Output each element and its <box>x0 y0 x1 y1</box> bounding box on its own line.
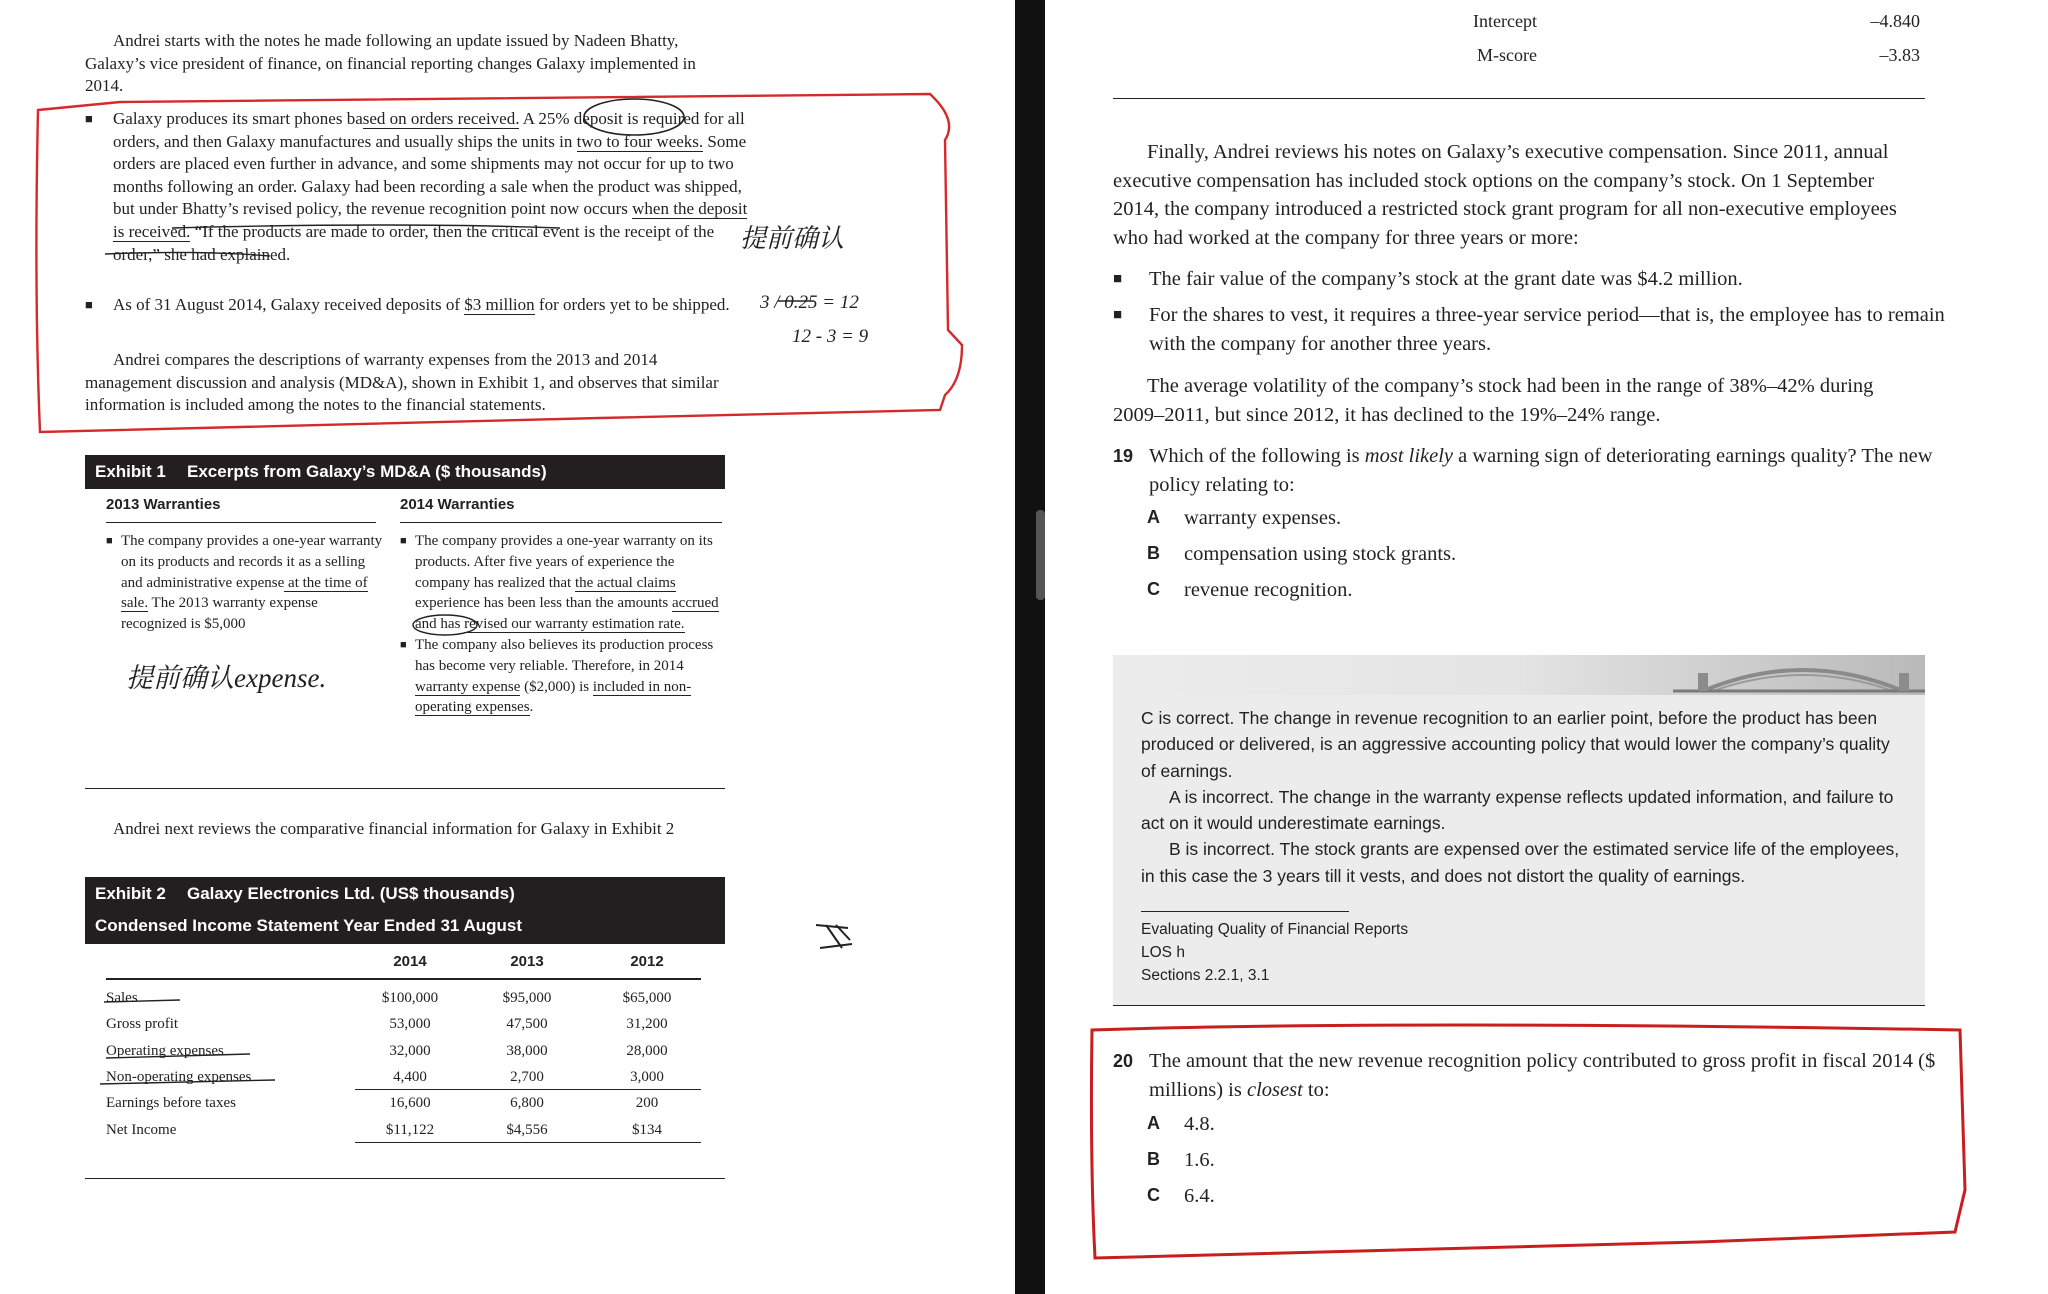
exhibit2-title: Galaxy Electronics Ltd. (US$ thousands) <box>187 884 515 903</box>
table-cell: $134 <box>632 1122 662 1138</box>
table-row-label: Earnings before taxes <box>106 1095 236 1111</box>
q20-option-b[interactable]: B 1.6. <box>1147 1149 1215 1171</box>
exhibit1-bottom-rule <box>85 788 725 789</box>
question-number: 19 <box>1113 446 1134 466</box>
exhibit1-label: Exhibit 1 <box>95 462 166 481</box>
exhibit2-label: Exhibit 2 <box>95 884 166 903</box>
exhibit1-title: Excerpts from Galaxy’s MD&A ($ thousands) <box>187 462 547 481</box>
handwritten-note-expense: 提前确认expense. <box>126 663 327 693</box>
exhibit2-subtotal-rule <box>355 1089 701 1090</box>
exhibit2-year-header: 2013 <box>510 953 544 970</box>
answer-header-band <box>1113 655 1925 695</box>
question-19: 19 Which of the following is most likely a warning sign of deteriorating earnings quality? The new policy relating to: <box>1113 442 1961 499</box>
handwritten-calc-subtraction: 12 - 3 = 9 <box>792 326 869 347</box>
exhibit2-header-rule <box>106 978 701 980</box>
table-row-label: Sales <box>106 990 138 1006</box>
bullet-revenue-recognition: ■ Galaxy produces its smart phones based on orders received. A 25% deposit is required for all orders, and then Galaxy manufactures and usually ships the units in two to four weeks. Some orders are placed even further in advance, and some shipments may not occur for up to two months following an order. Galaxy had been recording a sale when the product was shipped, but under Bhatty’s revised policy, the revenue recognition point now occurs when the deposit is received. “If the products are made to order, then the critical event is the receipt of the order,” she had explained. <box>85 108 753 266</box>
table-cell: 2,700 <box>510 1069 544 1085</box>
q19-option-c[interactable]: C revenue recognition. <box>1147 579 1353 601</box>
exhibit1-col-2014: 2014 Warranties <box>400 496 515 513</box>
table-cell: $95,000 <box>502 990 552 1006</box>
answer-explanation <box>1141 705 1901 889</box>
exhibit2-bottom-rule <box>85 1178 725 1179</box>
table-cell: 53,000 <box>389 1016 431 1032</box>
table-cell: 47,500 <box>506 1016 548 1032</box>
table-row-label: Gross profit <box>106 1016 179 1032</box>
exhibit2-year-header: 2014 <box>393 953 427 970</box>
exhibit1-2014-text: ■ The company provides a one-year warranty on its products. After five years of experience the company has realized that the actual claims experience has been less than the amounts accrued and has revised our warranty estimation rate. ■ The company also believes its production process has become very reliable. Therefore, in 2014 warranty expense ($2,000) is included in non-operating expenses. <box>400 531 722 718</box>
table-cell: 28,000 <box>626 1043 668 1059</box>
table-cell: 3,000 <box>630 1069 664 1085</box>
answer-reference: Evaluating Quality of Financial Reports LOS h Sections 2.2.1, 3.1 <box>1141 921 1409 984</box>
mdna-paragraph: Andrei compares the descriptions of warranty expenses from the 2013 and 2014 management discussion and analysis (MD&A), shown in Exhibit 1, and observes that similar information is included among the notes to the financial statements. <box>85 350 719 414</box>
intro-paragraph: Andrei starts with the notes he made following an update issued by Nadeen Bhatty, Galaxy’s vice president of finance, on financial reporting changes Galaxy implemented in 2014. <box>85 31 696 95</box>
answer-reference-rule <box>1141 911 1349 912</box>
mscore-label: M-score <box>1477 45 1537 65</box>
table-cell: 4,400 <box>393 1069 427 1085</box>
table-row-label: Non-operating expenses <box>106 1069 252 1085</box>
intercept-label: Intercept <box>1473 11 1537 31</box>
bullet-deposits: ■ As of 31 August 2014, Galaxy received deposits of $3 million for orders yet to be shipped. <box>85 294 753 317</box>
exhibit1-2013-text: ■ The company provides a one-year warranty on its products and records it as a selling and administrative expense at the time of sale. The 2013 warranty expense recognized is $5,000 <box>106 531 386 635</box>
compensation-paragraph: Finally, Andrei reviews his notes on Galaxy’s executive compensation. Since 2011, annual executive compensation has included stock options on the company’s stock. On 1 September 2014, the company introduced a restricted stock grant program for all non-executive employees who had worked at the company for three years or more: <box>1113 141 1897 250</box>
answer-box <box>1113 655 1925 1005</box>
answer-bottom-rule <box>1113 1005 1925 1006</box>
split-view-handle[interactable] <box>1036 510 1045 600</box>
q19-option-b[interactable]: B compensation using stock grants. <box>1147 543 1457 565</box>
table-cell: $100,000 <box>381 990 439 1006</box>
question-20: 20 The amount that the new revenue recognition policy contributed to gross profit in fiscal 2014 ($ millions) is closest to: <box>1113 1047 1961 1104</box>
answer-a-incorrect: A is incorrect. The change in the warranty expense reflects updated information, and failure to act on it would underestimate earnings. <box>1141 786 1894 834</box>
table-cell: 32,000 <box>389 1043 431 1059</box>
exhibit2-title-bar <box>85 877 725 944</box>
handwritten-note-early-recognition: 提前确认 <box>740 224 845 253</box>
page-divider <box>1015 0 1045 1294</box>
exhibit1-rule-2014 <box>400 522 722 523</box>
left-page <box>0 0 1015 1294</box>
exhibit2-total-rule <box>355 1142 701 1143</box>
question-number: 20 <box>1113 1051 1134 1071</box>
table-cell: 6,800 <box>510 1095 544 1111</box>
q19-option-a[interactable]: A warranty expenses. <box>1147 507 1342 529</box>
answer-correct: C is correct. The change in revenue recognition to an earlier point, before the product has been produced or delivered, is an aggressive accounting policy that would lower the company’s quality of earnings. <box>1141 708 1890 781</box>
intercept-value: –4.840 <box>1870 11 1920 31</box>
table-row-label: Operating expenses <box>106 1043 224 1059</box>
bullet-fair-value: ■ The fair value of the company’s stock at the grant date was $4.2 million. <box>1113 265 1961 294</box>
exhibit2-year-header: 2012 <box>630 953 664 970</box>
exhibit1-rule-2013 <box>106 522 376 523</box>
handwritten-calc-division: 3 / 0.25 = 12 <box>760 292 859 313</box>
q20-option-a[interactable]: A 4.8. <box>1147 1113 1215 1135</box>
regression-bottom-rule <box>1113 98 1925 99</box>
exhibit2-subtitle: Condensed Income Statement Year Ended 31 August <box>95 916 522 935</box>
table-cell: 31,200 <box>626 1016 668 1032</box>
volatility-paragraph: The average volatility of the company’s stock had been in the range of 38%–42% during 2009–2011, but since 2012, it has declined to the 19%–24% range. <box>1113 375 1874 426</box>
bullet-vesting: ■ For the shares to vest, it requires a three-year service period—that is, the employee has to remain with the company for another three years. <box>1113 301 1961 358</box>
table-cell: $65,000 <box>622 990 672 1006</box>
table-row-label: Net Income <box>106 1122 177 1138</box>
bridge-image <box>1113 655 1925 695</box>
table-cell: $4,556 <box>506 1122 548 1138</box>
comparative-paragraph: Andrei next reviews the comparative financial information for Galaxy in Exhibit 2 <box>113 819 675 838</box>
answer-b-incorrect: B is incorrect. The stock grants are expensed over the estimated service life of the employees, in this case the 3 years till it vests, and does not distort the quality of earnings. <box>1141 839 1900 886</box>
table-cell: 38,000 <box>506 1043 548 1059</box>
table-cell: 16,600 <box>389 1095 431 1111</box>
exhibit1-col-2013: 2013 Warranties <box>106 496 221 513</box>
exhibit1-title-bar <box>85 455 725 489</box>
mscore-value: –3.83 <box>1879 45 1920 65</box>
table-cell: 200 <box>635 1095 659 1111</box>
table-cell: $11,122 <box>385 1122 435 1138</box>
q20-option-c[interactable]: C 6.4. <box>1147 1185 1215 1207</box>
